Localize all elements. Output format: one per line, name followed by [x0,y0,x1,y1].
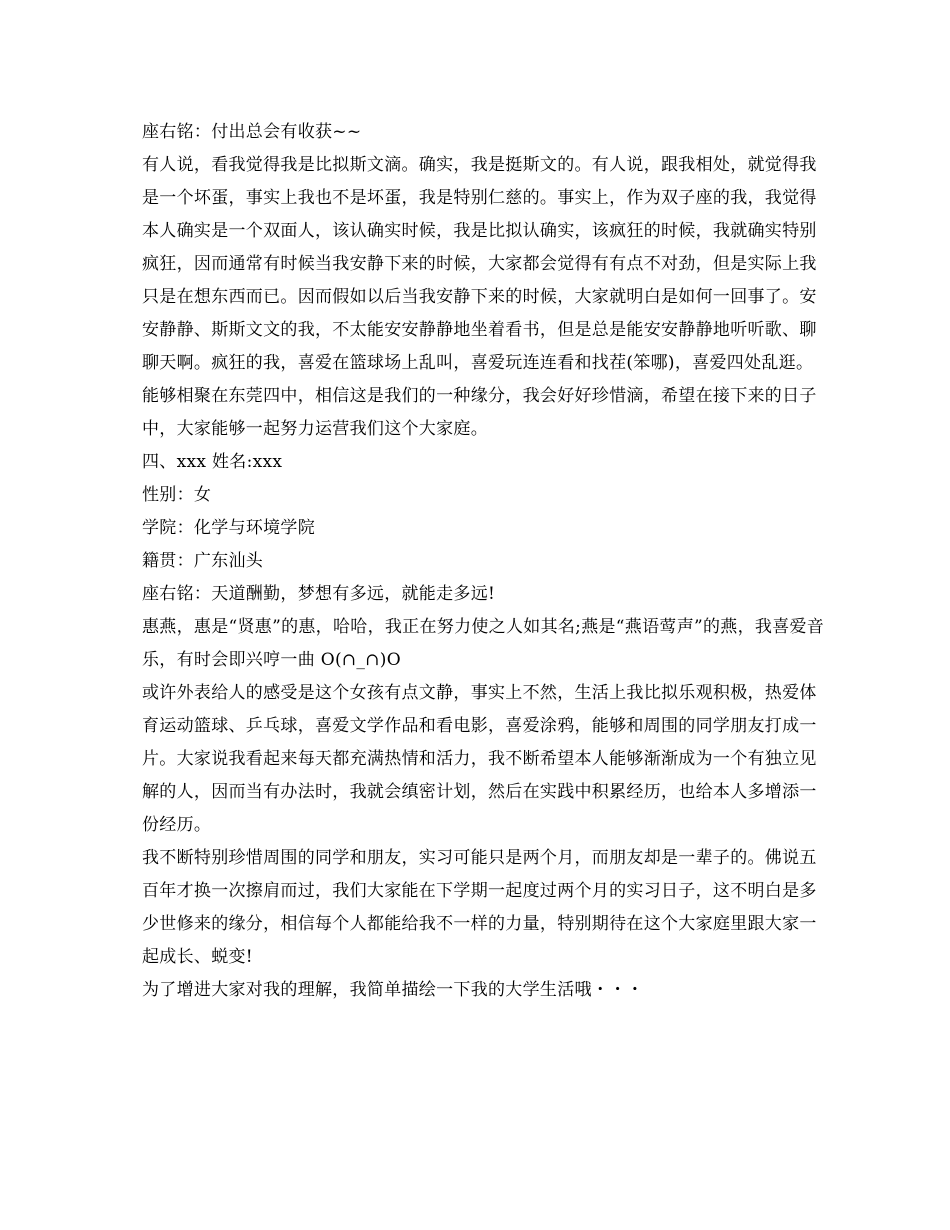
name-meaning-paragraph: 惠燕，惠是“贤惠”的惠，哈哈，我正在努力使之人如其名;燕是“燕语莺声”的燕，我喜爱音乐，有时会即兴哼一曲 O(∩_∩)O [142,617,825,670]
college-line: 学院：化学与环境学院 [142,518,315,538]
section-heading-name: 四、xxx 姓名:xxx [142,452,283,472]
document-body [142,116,832,1007]
motto-line-2: 座右铭：天道酬勤，梦想有多远，就能走多远! [142,584,496,604]
gender-line: 性别：女 [142,485,212,505]
self-intro-paragraph: 有人说，看我觉得我是比拟斯文滴。确实，我是挺斯文的。有人说，跟我相处，就觉得我是一个坏蛋，事实上我也不是坏蛋，我是特别仁慈的。事实上，作为双子座的我，我觉得本人确实是一个双面人，该认确实时候，我是比拟认确实，该疯狂的时候，我就确实特别疯狂，因而通常有时候当我安静下来的时候，大家都会觉得有有点不对劲，但是实际上我只是在想东西而已。因而假如以后当我安静下来的时候，大家就明白是如何一回事了。安安静静、斯斯文文的我，不太能安安静静地坐着看书，但是总是能安安静静地听听歌、聊聊天啊。疯狂的我，喜爱在篮球场上乱叫，喜爱玩连连看和找茬(笨哪)，喜爱四处乱逛。 [142,155,817,373]
college-life-intro: 为了增进大家对我的理解，我简单描绘一下我的大学生活哦・・・ [142,980,644,1000]
hometown-line: 籍贯：广东汕头 [142,551,264,571]
motto-line: 座右铭：付出总会有收获~~ [142,122,362,142]
closing-paragraph: 能够相聚在东莞四中，相信这是我们的一种缘分，我会好好珍惜滴，希望在接下来的日子中，大家能够一起努力运营我们这个大家庭。 [142,386,817,439]
personality-paragraph: 或许外表给人的感受是这个女孩有点文静，事实上不然，生活上我比拟乐观积极，热爱体育运动篮球、乒乓球，喜爱文学作品和看电影，喜爱涂鸦，能够和周围的同学朋友打成一片。大家说我看起来每天都充满热情和活力，我不断希望本人能够渐渐成为一个有独立见解的人，因而当有办法时，我就会缜密计划，然后在实践中积累经历，也给本人多增添一份经历。 [142,683,817,835]
friendship-paragraph: 我不断特别珍惜周围的同学和朋友，实习可能只是两个月，而朋友却是一辈子的。佛说五百年才换一次擦肩而过，我们大家能在下学期一起度过两个月的实习日子，这不明白是多少世修来的缘分，相信每个人都能给我不一样的力量，特别期待在这个大家庭里跟大家一起成长、蜕变! [142,848,817,967]
